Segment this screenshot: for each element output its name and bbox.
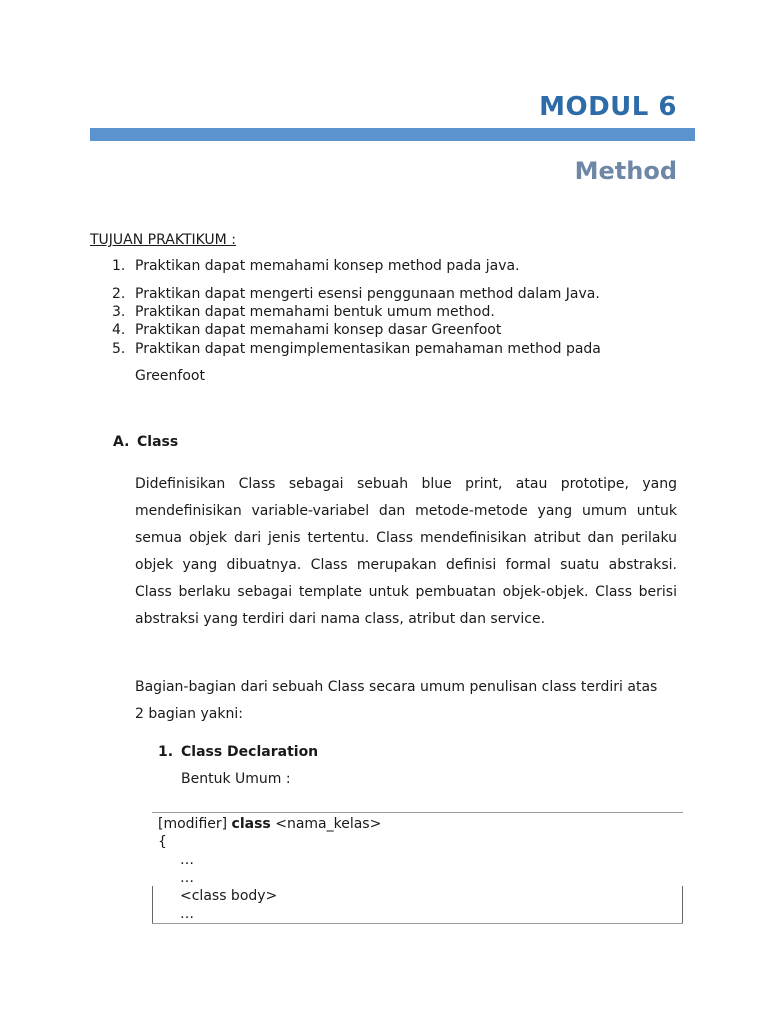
section-heading (113, 434, 178, 450)
list-item (112, 286, 678, 304)
code-line: … (180, 852, 194, 868)
code-line: … (180, 906, 194, 922)
code-box-left-border (152, 886, 153, 924)
code-line: … (180, 870, 194, 886)
list-item (112, 258, 678, 280)
list-item (112, 304, 678, 322)
section-title: Class (137, 434, 179, 450)
module-title: MODUL 6 (539, 92, 677, 122)
code-lines (158, 815, 381, 923)
list-item-text: Praktikan dapat memahami bentuk umum method. (135, 304, 495, 320)
list-item-continuation (112, 368, 678, 384)
code-box-right-border (682, 886, 683, 924)
list-item-text: Praktikan dapat mengimplementasikan pemahaman method pada (135, 341, 601, 357)
section-number: A. (113, 434, 130, 450)
code-box (152, 812, 682, 924)
list-item-number: 5. (112, 341, 126, 357)
list-item-number: 4. (112, 322, 126, 338)
list-item-text: Praktikan dapat memahami konsep method pada java. (135, 258, 520, 274)
list-item (112, 341, 678, 360)
code-box-bottom-border (152, 923, 683, 924)
list-item-number: 1. (112, 258, 126, 274)
code-line: { (158, 834, 167, 850)
class-parts-paragraph: Bagian-bagian dari sebuah Class secara umum penulisan class terdiri atas 2 bagian yakni: (135, 679, 658, 722)
general-form-label: Bentuk Umum : (181, 771, 291, 787)
list-item-text: Praktikan dapat memahami konsep dasar Greenfoot (135, 322, 502, 338)
list-item-text: Praktikan dapat mengerti esensi penggunaan method dalam Java. (135, 286, 600, 302)
code-text: <nama_kelas> (270, 816, 382, 832)
class-definition-paragraph: Didefinisikan Class sebagai sebuah blue print, atau prototipe, yang mendefinisikan variable-variabel dan metode-metode yang umum untuk semua objek dari jenis tertentu. Class mendefinisikan atribut dan perilaku objek yang dibuatnya. Class merupakan definisi formal suatu abstraksi. Class berlaku sebagai template untuk pembuatan objek-objek. Class berisi abstraksi yang terdiri dari nama class, atribut dan service. (135, 476, 677, 627)
list-item-number: 2. (112, 286, 126, 302)
list-item-number: 3. (112, 304, 126, 320)
list-item-text: Greenfoot (135, 368, 205, 384)
code-keyword: class (231, 816, 271, 832)
title-divider-bar (90, 128, 695, 141)
code-text: [modifier] (158, 816, 232, 832)
subsection-heading (158, 744, 318, 760)
code-line: <class body> (180, 888, 278, 904)
objectives-heading: TUJUAN PRAKTIKUM : (90, 232, 236, 248)
objectives-list (112, 258, 678, 384)
list-item (112, 322, 678, 341)
subsection-title: Class Declaration (181, 744, 319, 760)
subsection-number: 1. (158, 744, 174, 760)
code-box-top-border (152, 812, 683, 813)
code-line (158, 815, 381, 833)
chapter-subtitle: Method (574, 157, 677, 185)
